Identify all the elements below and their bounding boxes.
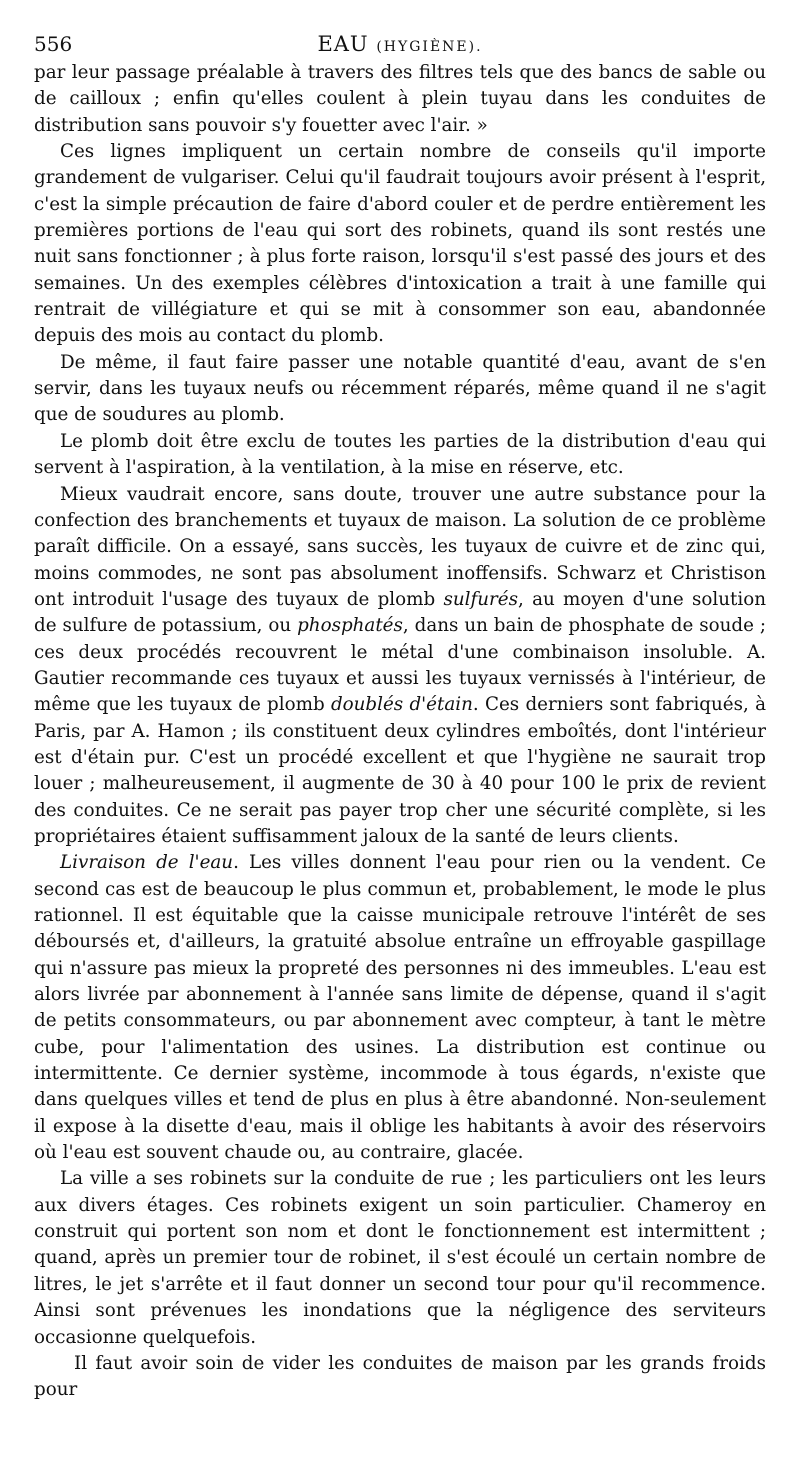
italic-text: Livraison de l'eau	[60, 852, 234, 874]
paragraph-6	[34, 850, 766, 1166]
text-run: Il faut avoir soin de vider les conduites de maison par les grands froids pour	[34, 1352, 766, 1401]
running-head-sub: (HYGIÈNE).	[376, 39, 483, 55]
running-head	[34, 32, 766, 56]
paragraph-1	[34, 60, 766, 139]
paragraph-3	[34, 350, 766, 429]
text-run: . Les villes donnent l'eau pour rien ou la vendent. Ce second cas est de beaucoup le plus commun et, probablement, le mode le plus rationnel. Il est équitable que la caisse municipale retrouve l'intérêt de ses déboursés et, d'ailleurs, la gratuité absolue entraîne un effroyable gaspillage qui n'assure pas mieux la propreté des personnes ni des immeubles. L'eau est alors livrée par abonnement à l'année sans limite de dépense, quand il s'agit de petits consommateurs, ou par abonnement avec compteur, à tant le mètre cube, pour l'alimentation des usines. La distribution est continue ou intermittente. Ce dernier système, incommode à tous égards, n'existe que dans quelques villes et tend de plus en plus à être abandonné. Non-seulement il expose à la disette d'eau, mais il oblige les habitants à avoir des réservoirs où l'eau est souvent chaude ou, au contraire, glacée.	[34, 852, 766, 1164]
text-run: par leur passage préalable à travers des filtres tels que des bancs de sable ou de cailloux ; enfin qu'elles coulent à plein tuyau dans les conduites de distribution sans pouvoir s'y fouetter avec l'air. »	[34, 62, 766, 136]
paragraph-7	[34, 1166, 766, 1350]
body-text	[34, 60, 766, 1404]
page-header	[34, 24, 766, 60]
paragraph-2	[34, 139, 766, 350]
text-run: , au moyen d'une solution de sulfure de potassium, ou	[34, 588, 766, 637]
italic-text: doublés d'étain	[330, 694, 473, 716]
page-number: 556	[34, 32, 73, 56]
running-head-main: EAU	[317, 32, 369, 56]
text-run: Ces lignes impliquent un certain nombre de conseils qu'il importe grandement de vulgariser. Celui qu'il faudrait toujours avoir présent à l'esprit, c'est la simple précaution de faire d'abord couler et de perdre entièrement les premières portions de l'eau qui sort des robinets, quand ils sont restés une nuit sans fonctionner ; à plus forte raison, lorsqu'il s'est passé des jours et des semaines. Un des exemples célèbres d'intoxication a trait à une famille qui rentrait de villégiature et qui se mit à consommer son eau, abandonnée depuis des mois au contact du plomb.	[34, 141, 766, 347]
paragraph-5	[34, 482, 766, 851]
text-run: . Ces derniers sont fabriqués, à Paris, par A. Hamon ; ils constituent deux cylindres emboîtés, dont l'intérieur est d'étain pur. C'est un procédé excellent et que l'hygiène ne saurait trop louer ; malheureusement, il augmente de 30 à 40 pour 100 le prix de revient des conduites. Ce ne serait pas payer trop cher une sécurité complète, si les propriétaires étaient suffisamment jaloux de la santé de leurs clients.	[34, 694, 766, 847]
text-run: Le plomb doit être exclu de toutes les parties de la distribution d'eau qui servent à l'aspiration, à la ventilation, à la mise en réserve, etc.	[34, 430, 766, 479]
text-run: Mieux vaudrait encore, sans doute, trouver une autre substance pour la confection des branchements et tuyaux de maison. La solution de ce problème paraît difficile. On a essayé, sans succès, les tuyaux de cuivre et de zinc qui, moins commodes, ne sont pas absolument inoffensifs. Schwarz et Christison ont introduit l'usage des tuyaux de plomb	[34, 483, 766, 610]
italic-text: phosphatés	[297, 615, 403, 637]
text-run: De même, il faut faire passer une notable quantité d'eau, avant de s'en servir, dans les tuyaux neufs ou récemment réparés, même quand il ne s'agit que de soudures au plomb.	[34, 351, 766, 426]
paragraph-4	[34, 429, 766, 482]
text-run: , dans un bain de phosphate de soude ; ces deux procédés recouvrent le métal d'une combinaison insoluble. A. Gautier recommande ces tuyaux et aussi les tuyaux vernissés à l'intérieur, de même que les tuyaux de plomb	[34, 615, 766, 716]
paragraph-8	[34, 1351, 766, 1404]
text-run: La ville a ses robinets sur la conduite de rue ; les particuliers ont les leurs aux divers étages. Ces robinets exigent un soin particulier. Chameroy en construit qui portent son nom et dont le fonctionnement est intermittent ; quand, après un premier tour de robinet, il s'est écoulé un certain nombre de litres, le jet s'arrête et il faut donner un second tour pour qu'il recommence. Ainsi sont prévenues les inondations que la négligence des serviteurs occasionne quelquefois.	[34, 1168, 766, 1348]
italic-text: sulfurés	[443, 588, 518, 610]
